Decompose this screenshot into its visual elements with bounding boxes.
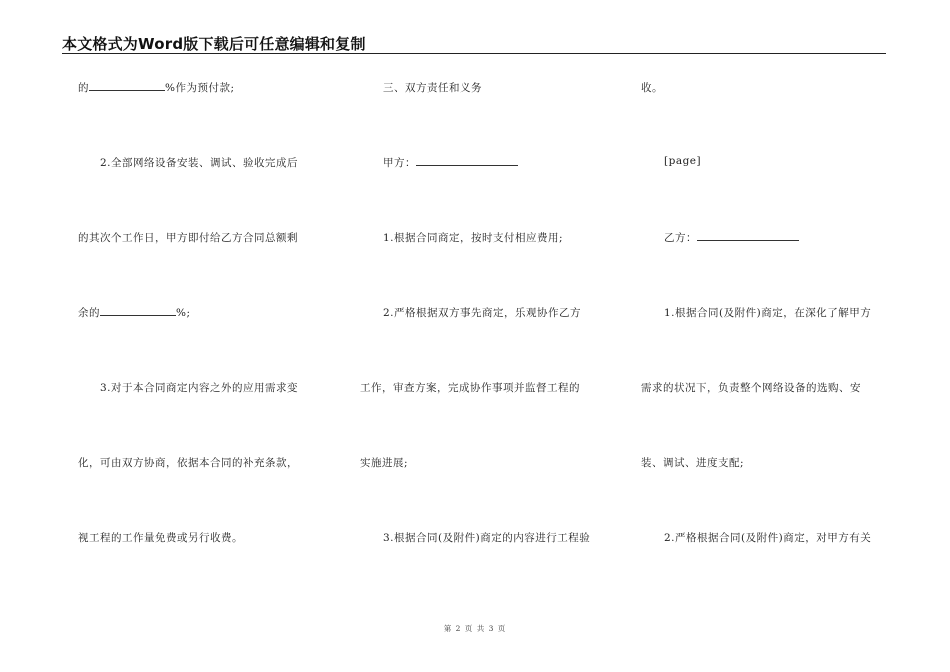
text-line [78, 80, 235, 95]
text-fragment: 余的 [78, 307, 100, 319]
text-fragment: 的 [78, 82, 89, 94]
text-fragment: %作为预付款; [165, 82, 235, 94]
header-divider [62, 53, 886, 54]
text-fragment: 甲方： [383, 157, 416, 169]
page-header-title: 本文格式为Word版下载后可任意编辑和复制 [62, 35, 366, 53]
text-line: 工作，审查方案，完成协作事项并监督工程的 [360, 382, 580, 394]
text-line: 1.根据合同(及附件)商定，在深化了解甲方 [664, 307, 872, 319]
fill-in-blank [100, 305, 176, 316]
text-line: 2.严格根据双方事先商定，乐观协作乙方 [383, 307, 582, 319]
text-line: 需求的状况下，负责整个网络设备的选购、安 [641, 382, 861, 394]
fill-in-blank [697, 230, 799, 241]
text-fragment: 乙方： [664, 232, 697, 244]
section-heading: 三、双方责任和义务 [383, 82, 482, 94]
text-line [78, 305, 191, 320]
fill-in-blank [89, 80, 165, 91]
text-line: 化，可由双方协商，依据本合同的补充条款， [78, 457, 298, 469]
page-break-marker: [page] [664, 155, 702, 167]
text-line: 1.根据合同商定，按时支付相应费用; [383, 232, 564, 244]
text-line: 3.对于本合同商定内容之外的应用需求变 [100, 382, 299, 394]
text-line: 视工程的工作量免费或另行收费。 [78, 532, 243, 544]
text-line [383, 155, 518, 170]
text-line: 3.根据合同(及附件)商定的内容进行工程验 [383, 532, 591, 544]
page-footer: 第 2 页 共 3 页 [443, 624, 507, 633]
text-fragment: %; [176, 307, 191, 319]
text-line: 装、调试、进度支配; [641, 457, 745, 469]
text-line: 2.全部网络设备安装、调试、验收完成后 [100, 157, 299, 169]
text-line: 2.严格根据合同(及附件)商定，对甲方有关 [664, 532, 872, 544]
text-line: 收。 [641, 82, 663, 94]
text-line: 的其次个工作日，甲方即付给乙方合同总额剩 [78, 232, 298, 244]
text-line [664, 230, 799, 245]
text-line: 实施进展; [360, 457, 409, 469]
fill-in-blank [416, 155, 518, 166]
